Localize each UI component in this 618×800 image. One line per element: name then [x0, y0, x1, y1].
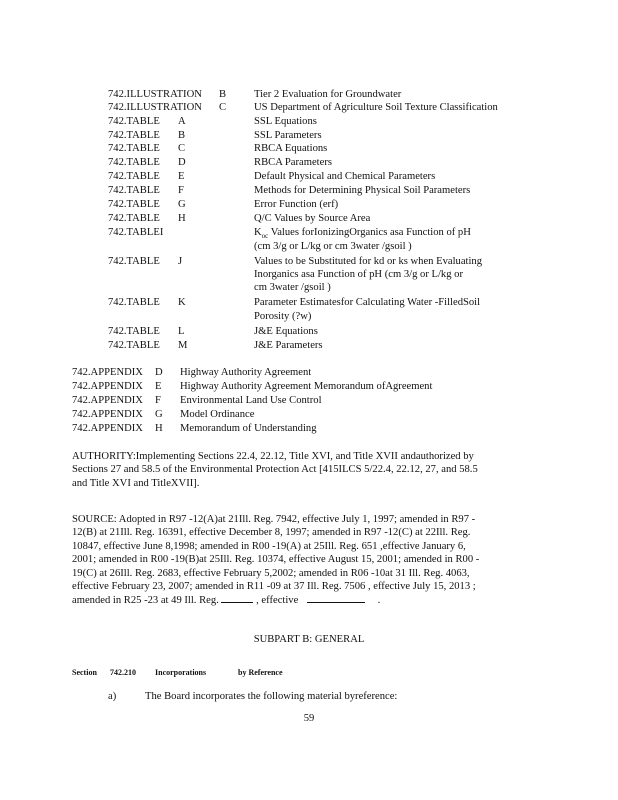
- section-number: 742.210: [110, 668, 136, 677]
- table-k-title-line2: Porosity (?w): [254, 311, 312, 322]
- source-line: 12(B) at 21Ill. Reg. 16391, effective December 8, 1997; amended in R97 -12(C) at 22Ill. Reg.: [72, 527, 471, 539]
- illustration-c-letter: C: [219, 102, 227, 113]
- register-page-blank: [221, 593, 253, 603]
- table-c-id: 742.TABLE: [108, 143, 160, 154]
- table-j-letter: J: [178, 256, 183, 267]
- table-m-id: 742.TABLE: [108, 340, 160, 351]
- table-e-title: Default Physical and Chemical Parameters: [254, 171, 436, 182]
- section-title-part1: Incorporations: [155, 668, 207, 677]
- authority-note: [72, 450, 534, 490]
- table-j-id: 742.TABLE: [108, 256, 160, 267]
- illustration-b-letter: B: [219, 89, 227, 100]
- appendix-e-id: 742.APPENDIX: [72, 381, 143, 392]
- section-title-part2: by Reference: [238, 668, 283, 677]
- illustration-c-title: US Department of Agriculture Soil Texture Classification: [254, 102, 498, 113]
- table-l-letter: L: [178, 326, 185, 337]
- table-g-letter: G: [178, 199, 186, 210]
- authority-line: Sections 27 and 58.5 of the Environmental Protection Act [415ILCS 5/22.4, 22.12, 27, and 58.5: [72, 464, 478, 476]
- authority-line: and Title XVI and TitleXVII].: [72, 477, 200, 489]
- table-a-letter: A: [178, 116, 186, 127]
- appendix-h-letter: H: [155, 423, 163, 434]
- appendix-f-id: 742.APPENDIX: [72, 395, 143, 406]
- appendix-g-id: 742.APPENDIX: [72, 409, 143, 420]
- item-a-label: a): [108, 691, 117, 702]
- appendix-h-id: 742.APPENDIX: [72, 423, 143, 434]
- source-line-last: amended in R25 -23 at 49 Ill. Reg. , effective .: [72, 595, 381, 607]
- table-g-title: Error Function (erf): [254, 199, 339, 210]
- page-number: 59: [303, 713, 315, 724]
- table-i-title-line2: (cm 3/g or L/kg or cm 3water /gsoil ): [254, 241, 412, 252]
- table-f-id: 742.TABLE: [108, 185, 160, 196]
- source-line: effective February 23, 2007; amended in R11 -09 at 37 Ill. Reg. 7506 , effective July 15, 2013 ;: [72, 581, 476, 593]
- subpart-heading: SUBPART B: GENERAL: [253, 634, 365, 645]
- table-j-title-line2: Inorganics asa Function of pH (cm 3/g or L/kg or: [254, 269, 463, 280]
- table-h-id: 742.TABLE: [108, 213, 160, 224]
- table-g-id: 742.TABLE: [108, 199, 160, 210]
- source-note: [72, 513, 534, 608]
- table-k-id: 742.TABLE: [108, 297, 160, 308]
- table-l-id: 742.TABLE: [108, 326, 160, 337]
- table-h-title: Q/C Values by Source Area: [254, 213, 371, 224]
- source-line: 19(C) at 26Ill. Reg. 2683, effective February 5,2002; amended in R06 -10at 31 Ill. Reg. 4063,: [72, 567, 470, 579]
- section-label: Section: [72, 668, 97, 677]
- appendix-e-letter: E: [155, 381, 162, 392]
- appendix-h-title: Memorandum of Understanding: [180, 423, 317, 434]
- appendix-f-letter: F: [155, 395, 161, 406]
- table-i-title-line1: $K_{oc}$ Values forIonizingOrganics asa Function of pH: [254, 227, 471, 241]
- table-b-letter: B: [178, 130, 186, 141]
- appendix-f-title: Environmental Land Use Control: [180, 395, 322, 406]
- table-b-id: 742.TABLE: [108, 130, 160, 141]
- table-m-title: J&E Parameters: [254, 340, 323, 351]
- table-d-letter: D: [178, 157, 186, 168]
- appendix-d-id: 742.APPENDIX: [72, 367, 143, 378]
- table-c-title: RBCA Equations: [254, 143, 328, 154]
- appendix-d-letter: D: [155, 367, 163, 378]
- source-line: 2001; amended in R00 -19(B)at 25Ill. Reg. 10374, effective August 15, 2001; amended in R00 -: [72, 554, 480, 566]
- table-h-letter: H: [178, 213, 186, 224]
- table-d-title: RBCA Parameters: [254, 157, 332, 168]
- table-a-title: SSL Equations: [254, 116, 317, 127]
- item-a-text: The Board incorporates the following material byreference:: [145, 691, 398, 702]
- source-line: SOURCE: Adopted in R97 -12(A)at 21Ill. Reg. 7942, effective July 1, 1997; amended in R97 -: [72, 514, 476, 525]
- table-f-title: Methods for Determining Physical Soil Parameters: [254, 185, 471, 196]
- table-i-id: 742.TABLEI: [108, 227, 164, 238]
- table-c-letter: C: [178, 143, 186, 154]
- table-k-title-line1: Parameter Estimatesfor Calculating Water -FilledSoil: [254, 297, 481, 308]
- table-a-id: 742.TABLE: [108, 116, 160, 127]
- authority-line: AUTHORITY:Implementing Sections 22.4, 22.12, Title XVI, and Title XVII andauthorized by: [72, 451, 474, 462]
- appendix-g-title: Model Ordinance: [180, 409, 255, 420]
- source-line: 10847, effective June 8,1998; amended in R00 -19(A) at 25Ill. Reg. 651 ,effective January 6,: [72, 540, 466, 552]
- appendix-d-title: Highway Authority Agreement: [180, 367, 312, 378]
- table-e-letter: E: [178, 171, 185, 182]
- appendix-e-title: Highway Authority Agreement Memorandum ofAgreement: [180, 381, 433, 392]
- effective-date-blank: [307, 593, 365, 603]
- illustration-b-id: 742.ILLUSTRATION: [108, 89, 202, 100]
- table-m-letter: M: [178, 340, 188, 351]
- table-j-title-line1: Values to be Substituted for kd or ks when Evaluating: [254, 256, 483, 267]
- table-d-id: 742.TABLE: [108, 157, 160, 168]
- table-l-title: J&E Equations: [254, 326, 318, 337]
- table-f-letter: F: [178, 185, 184, 196]
- table-k-letter: K: [178, 297, 186, 308]
- illustration-c-id: 742.ILLUSTRATION: [108, 102, 202, 113]
- appendix-g-letter: G: [155, 409, 163, 420]
- table-j-title-line3: cm 3water /gsoil ): [254, 282, 331, 293]
- illustration-b-title: Tier 2 Evaluation for Groundwater: [254, 89, 402, 100]
- table-b-title: SSL Parameters: [254, 130, 322, 141]
- table-e-id: 742.TABLE: [108, 171, 160, 182]
